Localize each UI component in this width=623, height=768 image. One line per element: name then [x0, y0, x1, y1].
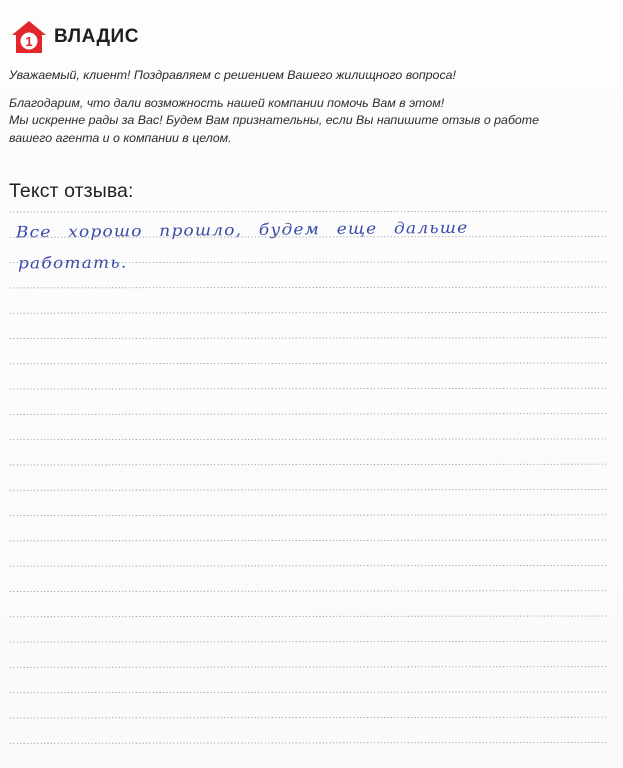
- thanks-text: Благодарим, что дали возможность нашей компании помочь Вам в этом!: [9, 96, 445, 110]
- request-text-continued: вашего агента и о компании в целом.: [9, 131, 232, 145]
- request-text: Мы искренне рады за Вас! Будем Вам признательны, если Вы напишите отзыв о работе: [9, 113, 540, 127]
- greeting-text: Уважаемый, клиент! Поздравляем с решением Вашего жилищного вопроса!: [9, 68, 456, 82]
- logo-wordmark: ВЛАДИС: [54, 26, 139, 47]
- handwritten-review-line-2: работать.: [17, 253, 128, 273]
- review-heading: Текст отзыва:: [9, 180, 134, 202]
- handwritten-review-line-1: Все хорошо прошло, будем еще дальше: [15, 218, 469, 242]
- logo-digit: 1: [25, 34, 33, 49]
